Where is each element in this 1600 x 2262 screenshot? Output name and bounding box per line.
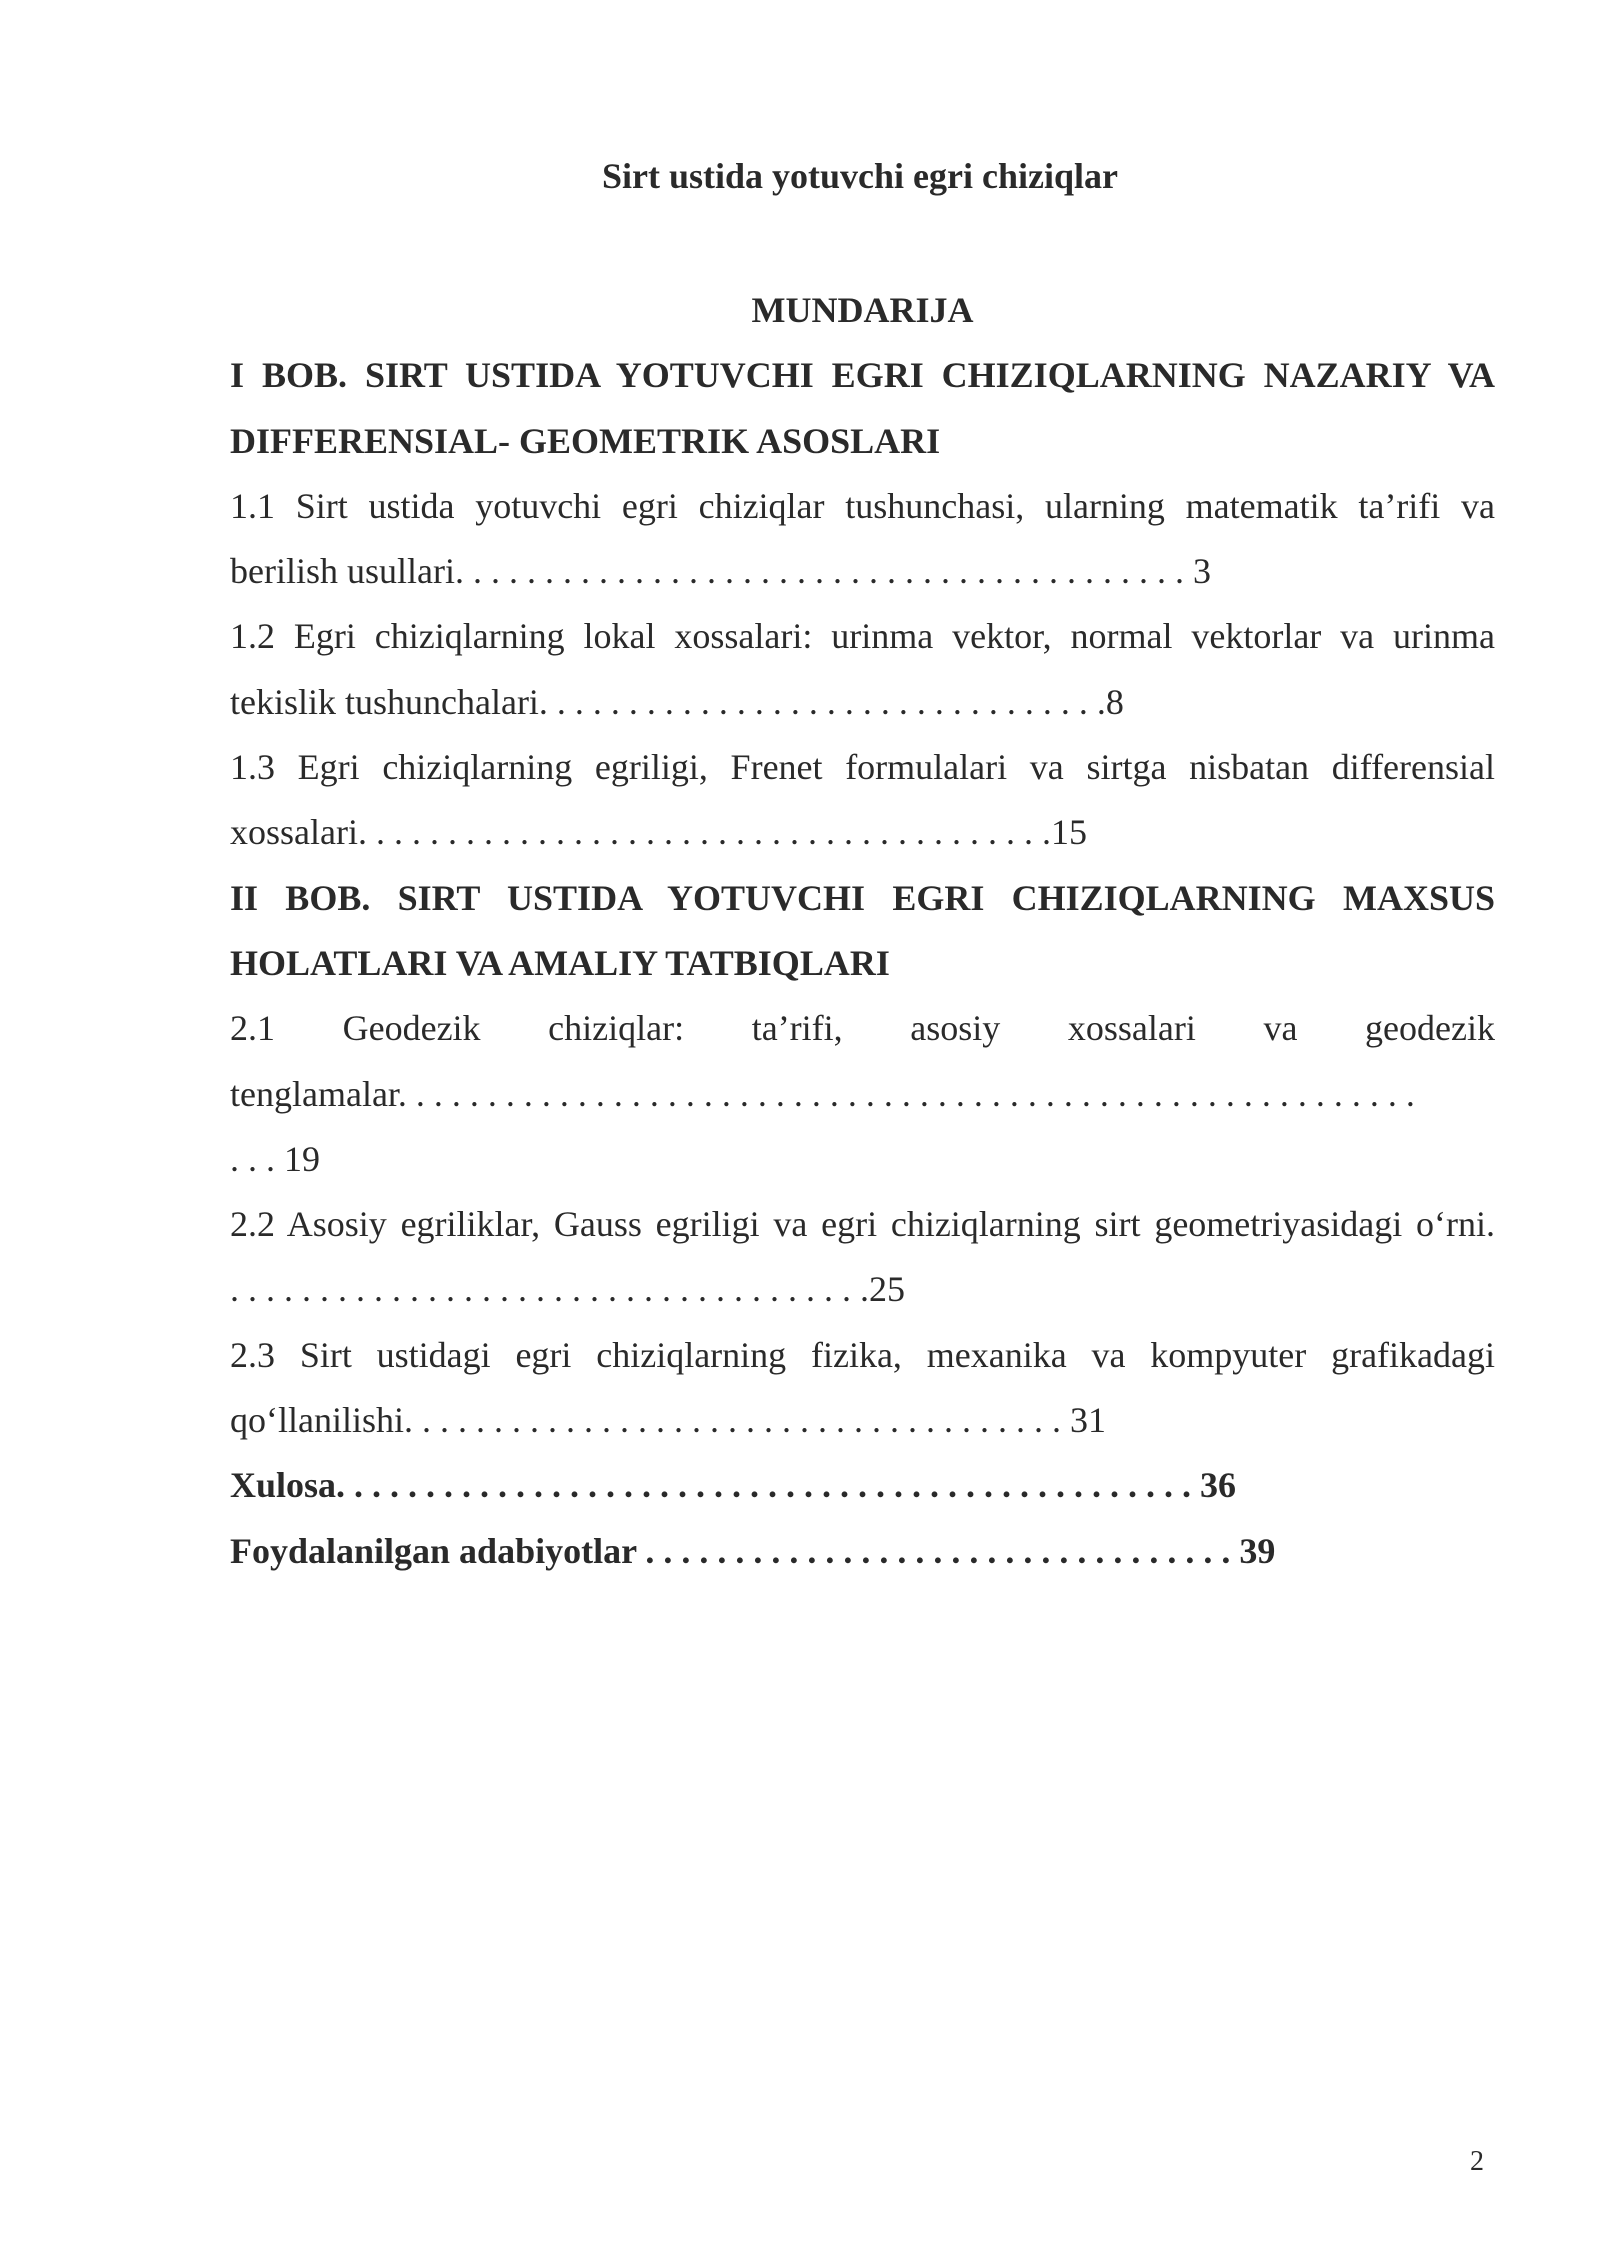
chapter-1-heading <box>230 343 1495 474</box>
chapter-2-heading-line: II BOB. SIRT USTIDA YOTUVCHI EGRI CHIZIQLARNING MAXSUS <box>230 877 1495 918</box>
toc-entry-line: berilish usullari. . . . . . . . . . . . . . . . . . . . . . . . . . . . . . . . . . . . . . . . . 3 <box>230 551 1211 592</box>
toc-entry-2-2 <box>230 1192 1495 1323</box>
toc-entry-line: 2.3 Sirt ustidagi egri chiziqlarning fizika, mexanika va kompyuter grafikadagi <box>230 1334 1495 1375</box>
toc-entry-line: . . . 19 <box>230 1138 320 1179</box>
toc-entry-conclusion: Xulosa. . . . . . . . . . . . . . . . . . . . . . . . . . . . . . . . . . . . . . . . . . . . . . . . 36 <box>230 1465 1237 1506</box>
toc-entry-1-1 <box>230 474 1495 605</box>
toc-entry-2-3 <box>230 1323 1495 1454</box>
toc-entry-line: tekislik tushunchalari. . . . . . . . . . . . . . . . . . . . . . . . . . . . . . . .8 <box>230 681 1124 722</box>
toc-entry-references: Foydalanilgan adabiyotlar . . . . . . . . . . . . . . . . . . . . . . . . . . . . . . . . . 39 <box>230 1530 1276 1571</box>
toc-entry-line: 1.1 Sirt ustida yotuvchi egri chiziqlar tushunchasi, ularning matematik ta’rifi va <box>230 485 1495 526</box>
chapter-2-heading <box>230 866 1495 997</box>
toc-heading: MUNDARIJA <box>751 290 974 330</box>
toc-entry-line: 1.2 Egri chiziqlarning lokal xossalari: urinma vektor, normal vektorlar va urinma <box>230 616 1495 657</box>
toc-entry-line: tenglamalar. . . . . . . . . . . . . . . . . . . . . . . . . . . . . . . . . . . . . . . . . . . . . . . . . . . . . . . . . <box>230 1073 1415 1114</box>
chapter-1-heading-line: DIFFERENSIAL- GEOMETRIK ASOSLARI <box>230 420 941 461</box>
toc-entry-line: . . . . . . . . . . . . . . . . . . . . . . . . . . . . . . . . . . . .25 <box>230 1269 905 1310</box>
toc-entry-line: 2.2 Asosiy egriliklar, Gauss egriligi va egri chiziqlarning sirt geometriyasidagi o‘rni. <box>230 1204 1495 1245</box>
toc-entry-1-2 <box>230 604 1495 735</box>
toc-entry-1-3 <box>230 735 1495 866</box>
toc-entry-line: 1.3 Egri chiziqlarning egriligi, Frenet formulalari va sirtga nisbatan differensial <box>230 747 1495 788</box>
chapter-2-heading-line: HOLATLARI VA AMALIY TATBIQLARI <box>230 942 890 983</box>
toc-entry-line: 2.1 Geodezik chiziqlar: ta’rifi, asosiy xossalari va geodezik <box>230 1008 1495 1049</box>
table-of-contents <box>230 278 1495 1584</box>
toc-entry-line: xossalari. . . . . . . . . . . . . . . . . . . . . . . . . . . . . . . . . . . . . . .15 <box>230 812 1087 853</box>
page-number: 2 <box>1470 2146 1484 2177</box>
toc-entry-2-1 <box>230 996 1495 1192</box>
document-title: Sirt ustida yotuvchi egri chiziqlar <box>602 156 1118 196</box>
chapter-1-heading-line: I BOB. SIRT USTIDA YOTUVCHI EGRI CHIZIQLARNING NAZARIY VA <box>230 355 1495 396</box>
toc-entry-line: qo‘llanilishi. . . . . . . . . . . . . . . . . . . . . . . . . . . . . . . . . . . . . 31 <box>230 1400 1106 1441</box>
